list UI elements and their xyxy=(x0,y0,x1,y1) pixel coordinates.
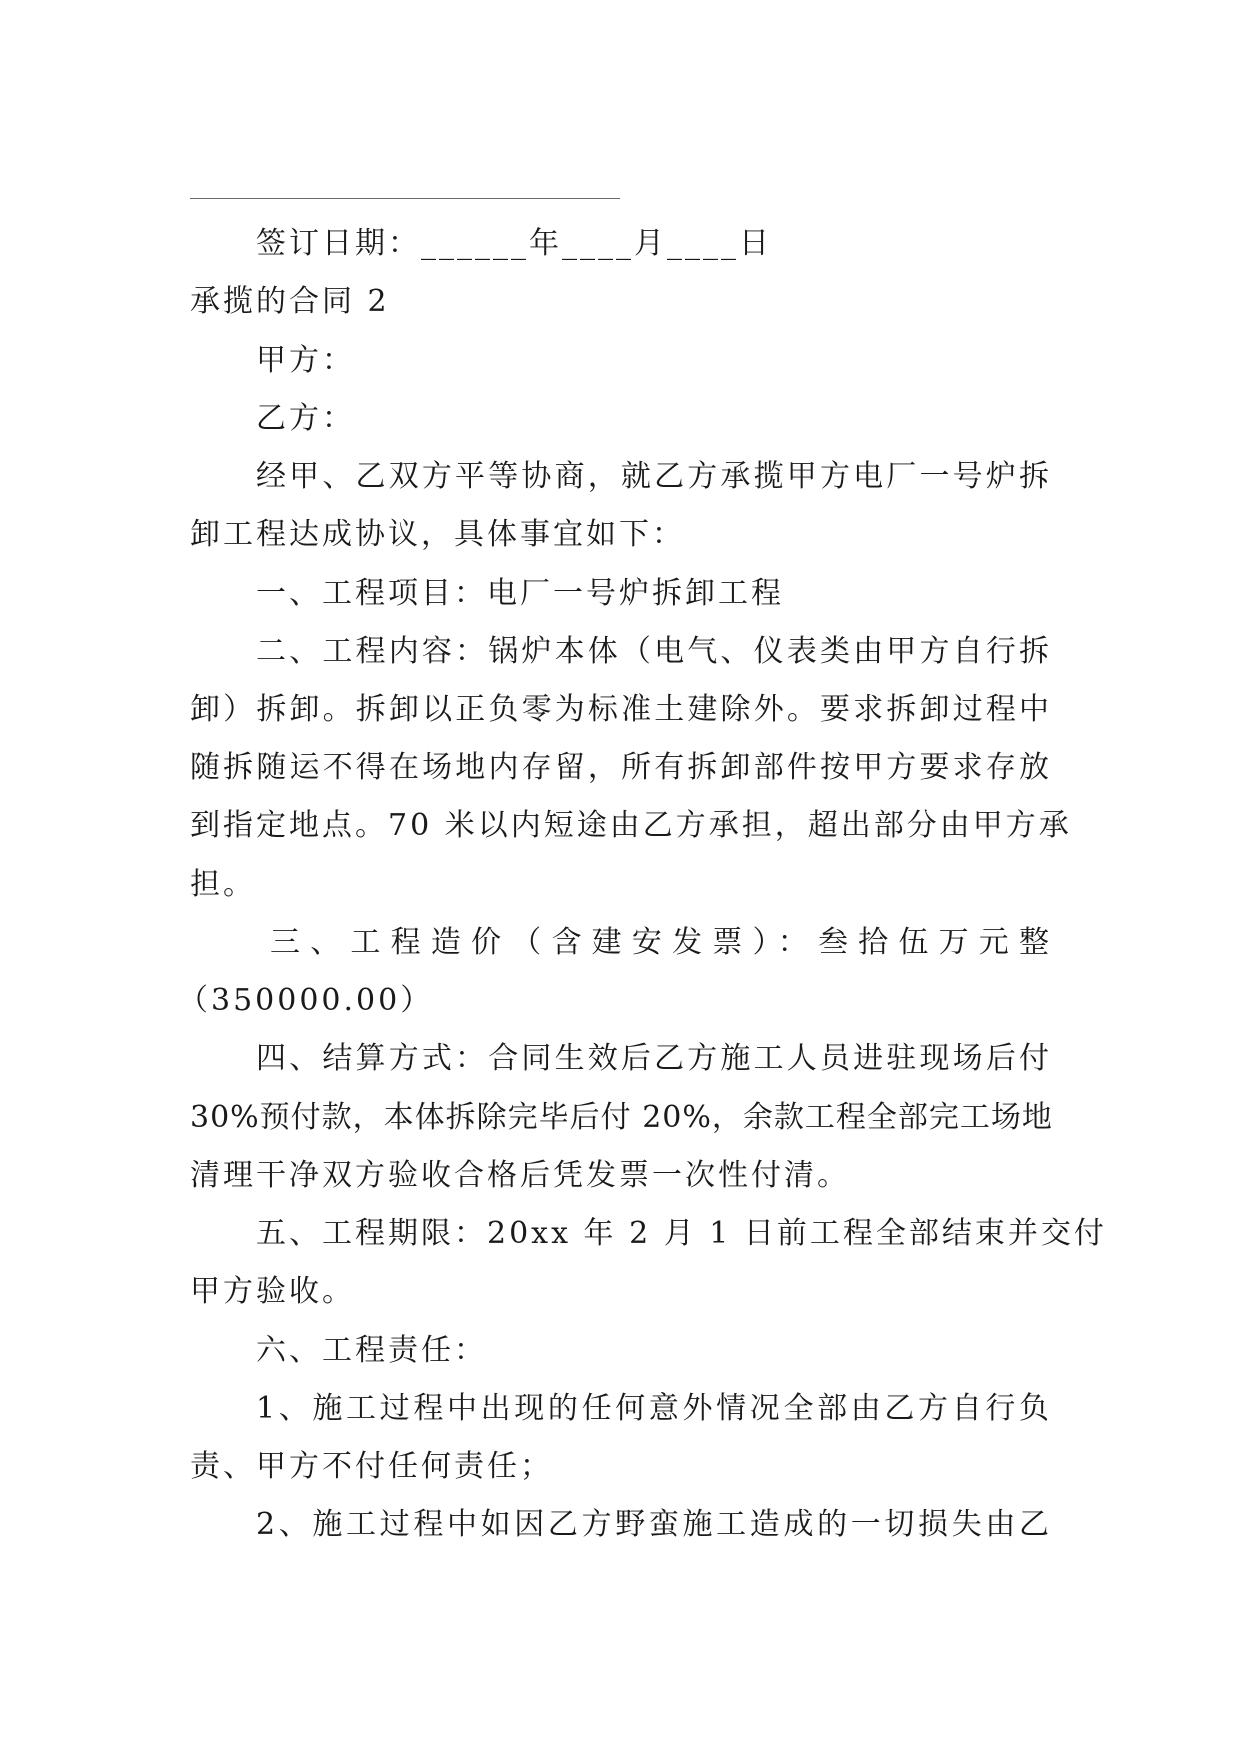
signing-date: 签订日期：______年____月____日 xyxy=(256,226,772,261)
paragraph-line: （350000.00） xyxy=(178,983,434,1018)
paragraph-line: 五、工程期限：20xx 年 2 月 1 日前工程全部结束并交付 xyxy=(256,1216,1107,1251)
paragraph-line: 经甲、乙双方平等协商，就乙方承揽甲方电厂一号炉拆 xyxy=(256,459,1052,494)
paragraph-line: 卸）拆卸。拆卸以正负零为标准土建除外。要求拆卸过程中 xyxy=(190,692,1052,727)
paragraph-line: 四、结算方式：合同生效后乙方施工人员进驻现场后付 xyxy=(256,1041,1052,1076)
paragraph-line: 一、工程项目：电厂一号炉拆卸工程 xyxy=(256,576,784,611)
paragraph-line: 卸工程达成协议，具体事宜如下： xyxy=(190,517,685,552)
paragraph-line: 到指定地点。70 米以内短途由乙方承担，超出部分由甲方承 xyxy=(190,808,1072,843)
paragraph-line: 1、施工过程中出现的任何意外情况全部由乙方自行负 xyxy=(256,1391,1052,1426)
paragraph-line: 责、甲方不付任何责任； xyxy=(190,1449,553,1484)
party-b-label: 乙方： xyxy=(256,401,355,436)
signature-rule xyxy=(190,198,620,199)
paragraph-line: 2、施工过程中如因乙方野蛮施工造成的一切损失由乙 xyxy=(256,1507,1052,1542)
paragraph-line: 三、工程造价（含建安发票）：叁拾伍万元整 xyxy=(270,925,1052,960)
paragraph-line: 随拆随运不得在场地内存留，所有拆卸部件按甲方要求存放 xyxy=(190,750,1052,785)
paragraph-line: 二、工程内容：锅炉本体（电气、仪表类由甲方自行拆 xyxy=(256,634,1052,669)
paragraph-line: 30%预付款，本体拆除完毕后付 20%，余款工程全部完工场地 xyxy=(190,1100,1053,1135)
paragraph-line: 担。 xyxy=(190,867,256,902)
paragraph-line: 清理干净双方验收合格后凭发票一次性付清。 xyxy=(190,1158,850,1193)
party-a-label: 甲方： xyxy=(256,343,355,378)
paragraph-line: 甲方验收。 xyxy=(190,1274,355,1309)
paragraph-line: 六、工程责任： xyxy=(256,1333,487,1368)
section-title: 承揽的合同 2 xyxy=(190,284,390,319)
